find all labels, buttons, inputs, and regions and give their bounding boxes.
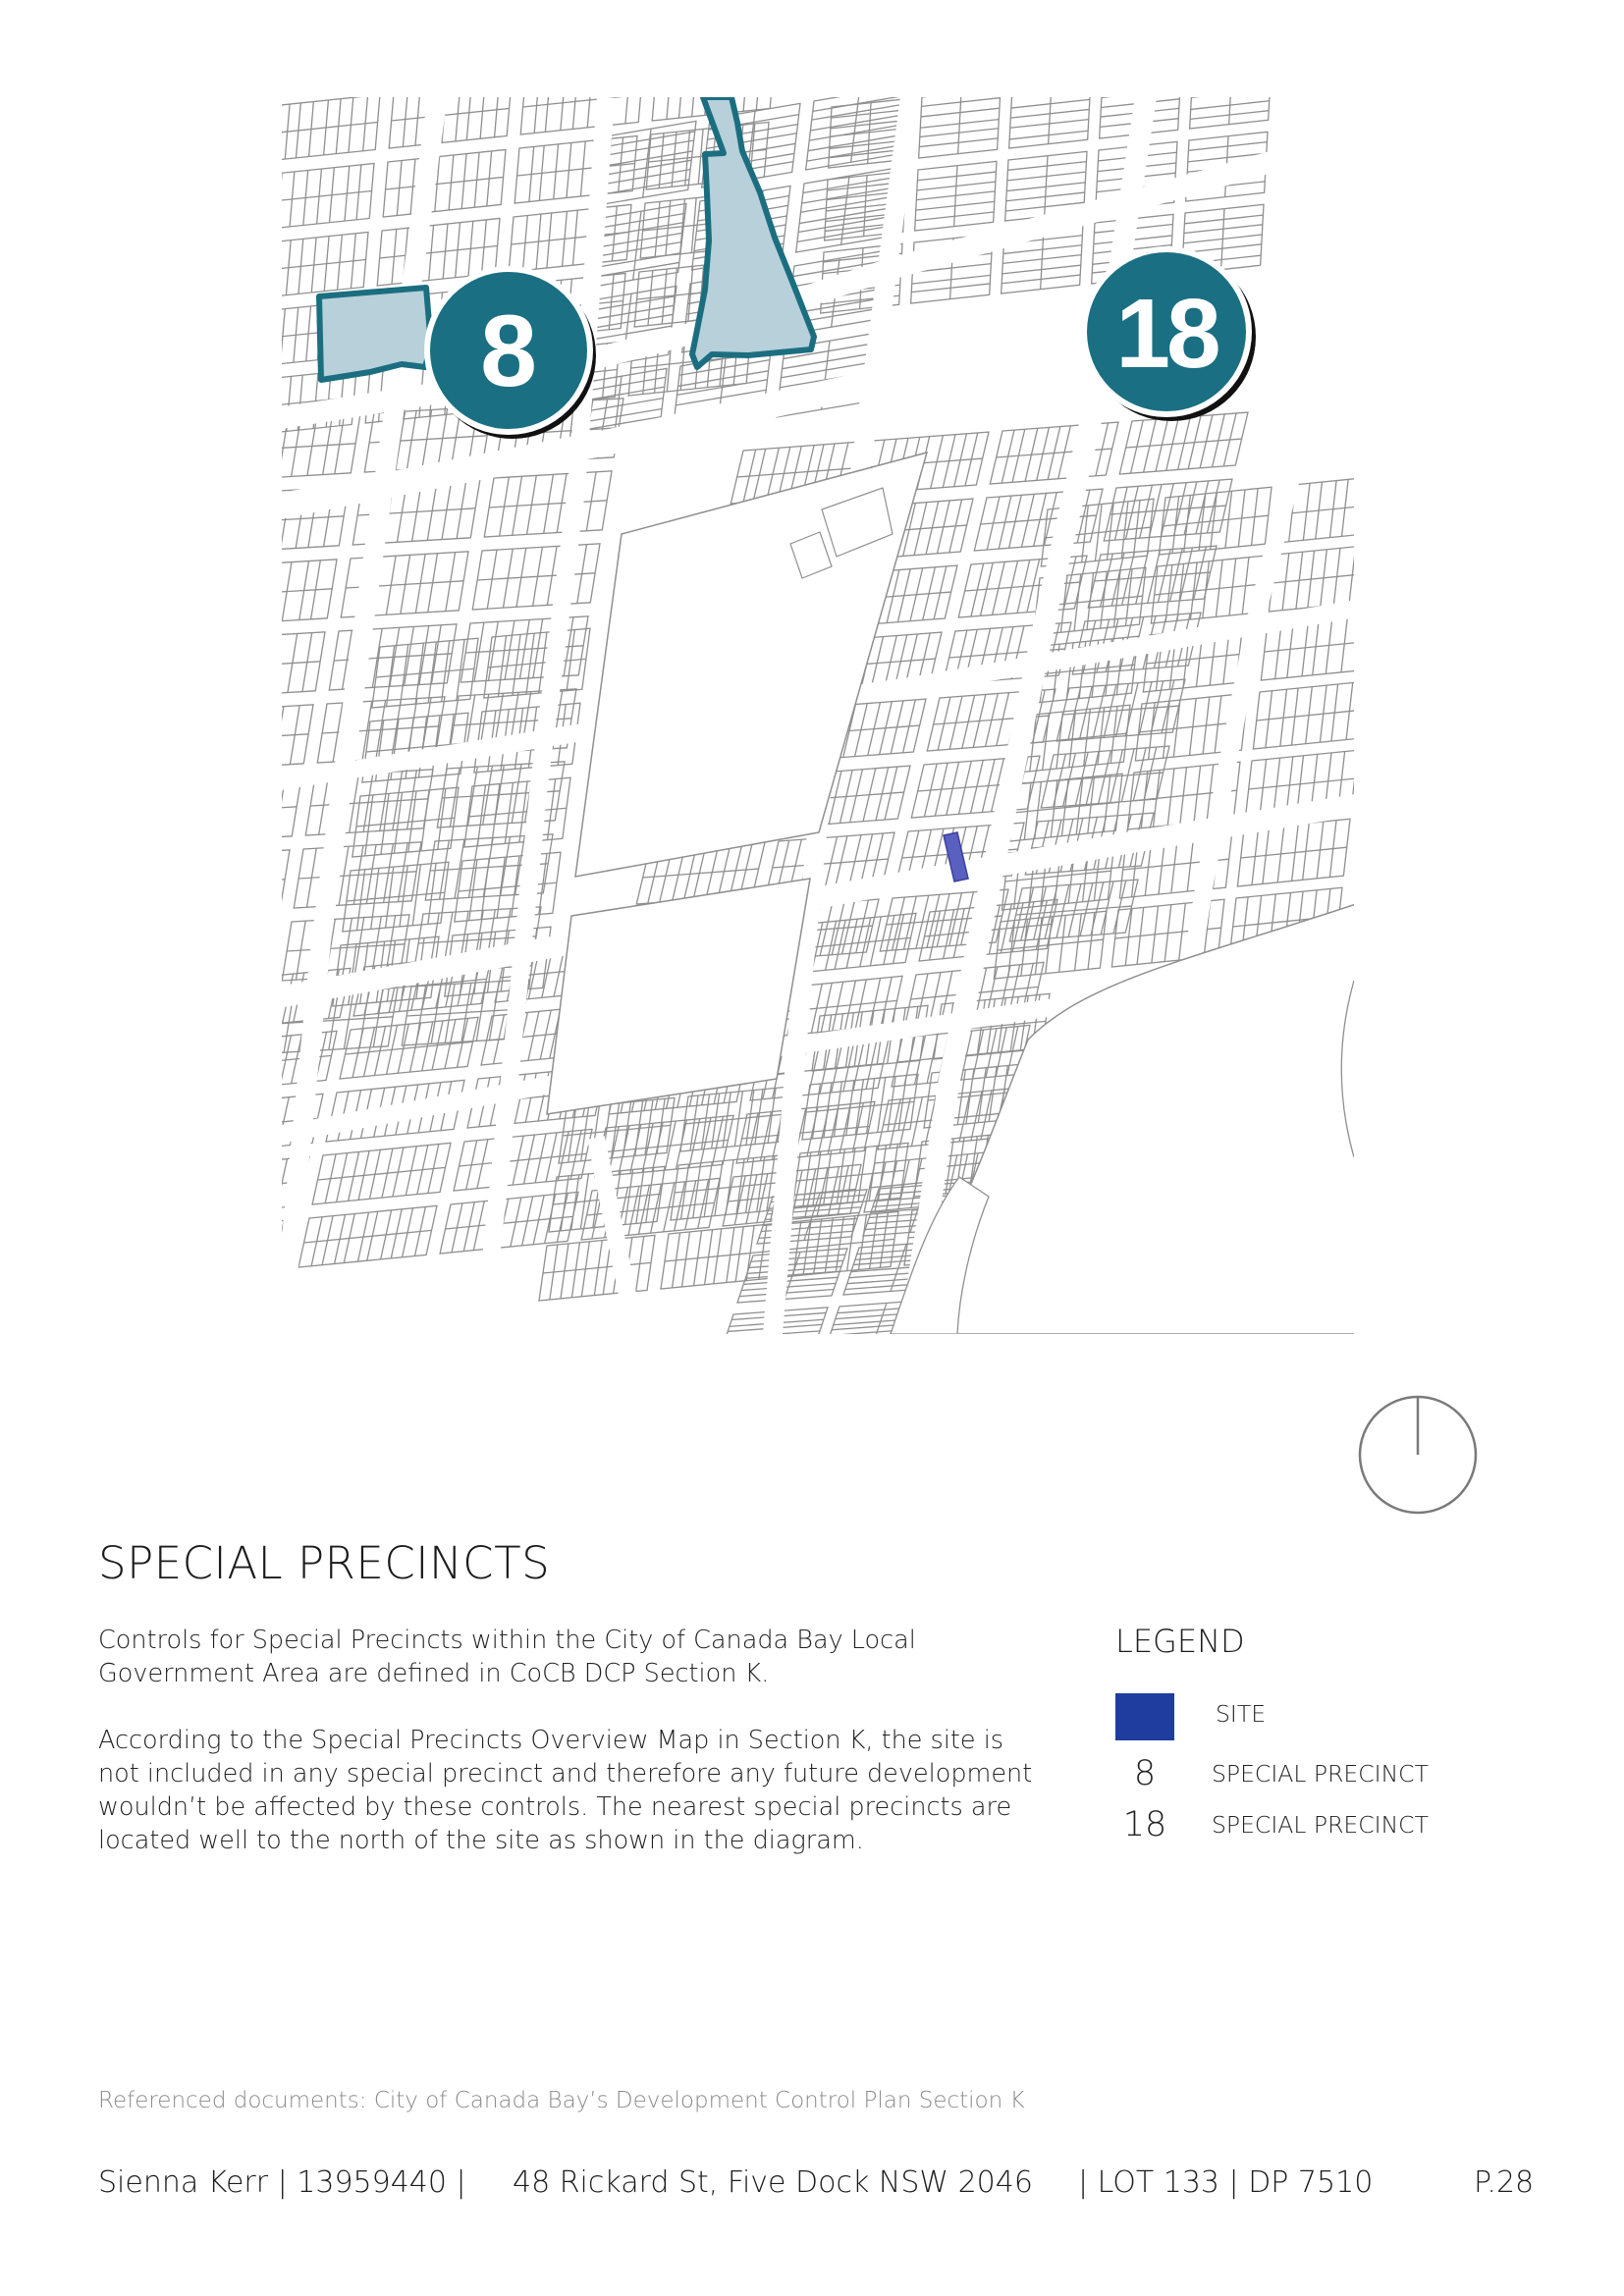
legend [1115,1623,1528,1844]
paragraph-2: According to the Special Precincts Overview Map in Section K, the site is not included in any special precinct and therefore any future development wouldn’t be affected by these controls. The nearest special precincts are located well to the north of the site as shown in the diagram. [98,1726,1033,1855]
legend-item-site [1115,1693,1266,1740]
footer-author: Sienna Kerr | 13959440 | [98,2165,466,2200]
site-context-map[interactable] [282,97,1354,1334]
paragraph-1: Controls for Special Precincts within the City of Canada Bay Local Government Area are defined in CoCB DCP Section K. [98,1626,916,1688]
precinct-8-area [319,288,431,380]
legend-label-site: SITE [1216,1700,1267,1728]
footer-address: 48 Rickard St, Five Dock NSW 2046 [513,2165,1033,2200]
site-swatch [1115,1693,1174,1740]
precinct-18-number: 18 [1115,279,1218,389]
referenced-documents: Referenced documents: City of Canada Bay’s Development Control Plan Section K [98,2088,1025,2113]
legend-item-precinct-18 [1115,1805,1429,1844]
legend-label-precinct-18: SPECIAL PRECINCT [1212,1811,1429,1839]
footer-lot: | LOT 133 | DP 7510 [1078,2165,1374,2200]
legend-number-18: 18 [1122,1805,1167,1844]
section-body [98,1624,1041,1891]
legend-number-8: 8 [1133,1754,1157,1793]
legend-label-precinct-8: SPECIAL PRECINCT [1212,1760,1429,1788]
precinct-8-number: 8 [480,294,537,408]
section-title: SPECIAL PRECINCTS [98,1537,551,1589]
north-arrow-icon [1357,1394,1479,1516]
legend-item-precinct-8 [1115,1754,1429,1793]
legend-title: LEGEND [1115,1623,1245,1660]
footer-page-number: P.28 [1474,2165,1535,2200]
